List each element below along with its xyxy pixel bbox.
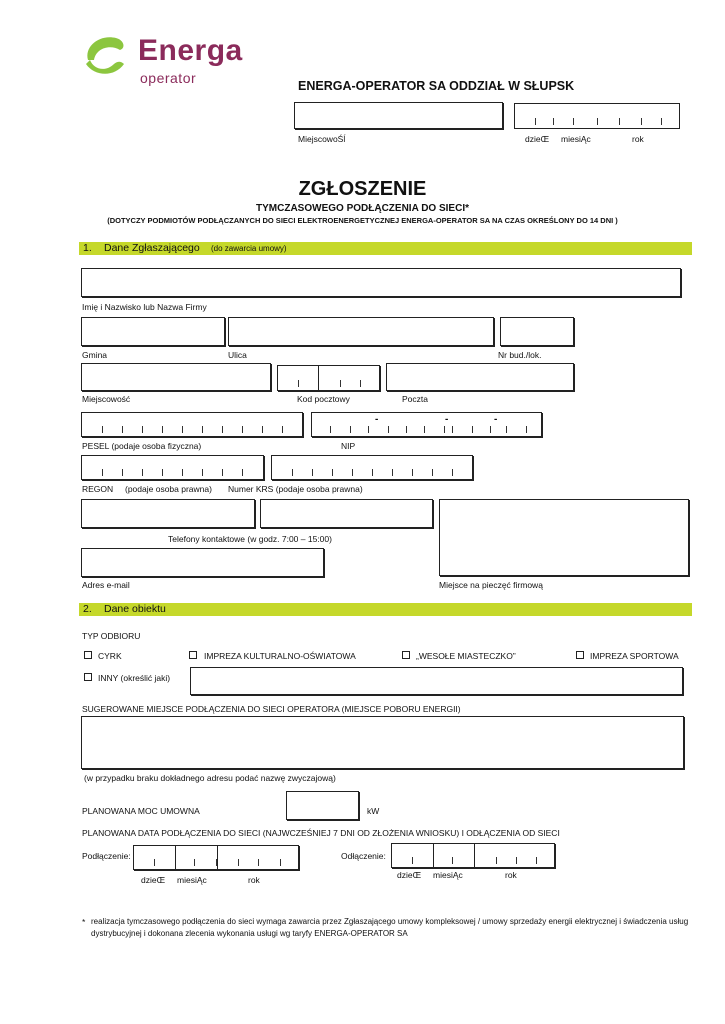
power-label: PLANOWANA MOC UMOWNA xyxy=(82,806,200,816)
nip-field[interactable]: - - - xyxy=(311,412,542,437)
disconnect-day-label: dzieŒ xyxy=(397,870,422,880)
form-subtitle: TYMCZASOWEGO PODŁĄCZENIA DO SIECI* xyxy=(256,203,469,214)
nr-label: Nr bud./lok. xyxy=(498,350,542,360)
miejscowosc-field[interactable] xyxy=(81,363,271,391)
office-name: ENERGA-OPERATOR SA ODDZIAŁ W SŁUPSK xyxy=(298,79,575,93)
kod-label: Kod pocztowy xyxy=(297,394,350,404)
name-field[interactable] xyxy=(81,268,681,297)
section1-number: 1. xyxy=(83,242,92,254)
year-label: rok xyxy=(632,134,644,144)
connect-year-label: rok xyxy=(248,875,260,885)
location-hint: (w przypadku braku dokładnego adresu podać nazwę zwyczajową) xyxy=(84,773,336,783)
form-note: (DOTYCZY PODMIOTÓW PODŁĄCZANYCH DO SIECI ELEKTROENERGETYCZNEJ ENERGA-OPERATOR SA NA CZAS OKREŚLONY DO 14 DNI ) xyxy=(107,216,618,225)
section2-header xyxy=(79,603,692,616)
phones-label: Telefony kontaktowe (w godz. 7:00 – 15:00) xyxy=(168,534,332,544)
connect-date-field[interactable] xyxy=(133,845,299,870)
location-label: SUGEROWANE MIEJSCE PODŁĄCZENIA DO SIECI OPERATORA (MIEJSCE POBORU ENERGII) xyxy=(82,704,461,714)
phone2-field[interactable] xyxy=(260,499,433,528)
connect-day-label: dzieŒ xyxy=(141,875,166,885)
krs-label: Numer KRS (podaje osoba prawna) xyxy=(228,484,363,494)
energa-logo-mark xyxy=(80,30,130,80)
email-label: Adres e-mail xyxy=(82,580,130,590)
footnote-line1: realizacja tymczasowego podłączenia do sieci wymaga zawarcia przez Zgłaszającego umowy kompleksowej / umowy sprzedaży energii elektrycznej i świadczenia usług xyxy=(91,917,689,926)
option-sportowa-label: IMPREZA SPORTOWA xyxy=(590,651,679,661)
section1-title: Dane Zgłaszającego xyxy=(104,242,200,254)
place-label: MiejscowoŚĺ xyxy=(298,134,346,144)
section1-header xyxy=(79,242,692,255)
disconnect-year-label: rok xyxy=(505,870,517,880)
regon-label: REGON xyxy=(82,484,114,494)
connect-month-label: miesiĄc xyxy=(177,875,207,885)
phone1-field[interactable] xyxy=(81,499,255,528)
option-kulturalno-label: IMPREZA KULTURALNO-OŚWIATOWA xyxy=(204,651,356,661)
date-field[interactable] xyxy=(514,103,680,129)
ulica-label: Ulica xyxy=(228,350,247,360)
disconnect-date-field[interactable] xyxy=(391,843,555,868)
form-title: ZGŁOSZENIE xyxy=(298,178,427,200)
place-field[interactable] xyxy=(294,102,503,129)
section2-number: 2. xyxy=(83,603,92,615)
kod-field[interactable] xyxy=(277,365,380,391)
checkbox-kulturalno[interactable] xyxy=(189,651,197,659)
email-field[interactable] xyxy=(81,548,324,577)
stamp-area xyxy=(439,499,689,576)
typ-label: TYP ODBIORU xyxy=(82,631,141,641)
disconnect-label: Odłączenie: xyxy=(341,851,386,861)
inny-field[interactable] xyxy=(190,667,683,695)
nr-field[interactable] xyxy=(500,317,574,346)
checkbox-inny[interactable] xyxy=(84,673,92,681)
location-field[interactable] xyxy=(81,716,684,769)
option-inny-label: INNY (określić jaki) xyxy=(98,673,171,683)
logo-brand: Energa xyxy=(138,34,243,67)
footnote-mark: * xyxy=(82,917,86,927)
logo-sub: operator xyxy=(140,70,197,86)
checkbox-cyrk[interactable] xyxy=(84,651,92,659)
dates-label: PLANOWANA DATA PODŁĄCZENIA DO SIECI (NAJWCZEŚNIEJ 7 DNI OD ZŁOŻENIA WNIOSKU) I ODŁĄCZENIA OD SIECI xyxy=(82,828,560,838)
name-label: Imię i Nazwisko lub Nazwa Firmy xyxy=(82,302,207,312)
option-miasteczko-label: „WESOŁE MIASTECZKO” xyxy=(416,651,516,661)
month-label: miesiĄc xyxy=(561,134,591,144)
regon-field[interactable] xyxy=(81,455,264,480)
day-label: dzieŒ xyxy=(525,134,550,144)
checkbox-miasteczko[interactable] xyxy=(402,651,410,659)
power-field[interactable] xyxy=(286,791,359,820)
gmina-field[interactable] xyxy=(81,317,225,346)
gmina-label: Gmina xyxy=(82,350,108,360)
section2-title: Dane obiektu xyxy=(104,603,166,615)
disconnect-month-label: miesiĄc xyxy=(433,870,463,880)
ulica-field[interactable] xyxy=(228,317,494,346)
option-cyrk-label: CYRK xyxy=(98,651,122,661)
miejscowosc-label: Miejscowość xyxy=(82,394,131,404)
section1-hint: (do zawarcia umowy) xyxy=(211,244,287,253)
pesel-field[interactable] xyxy=(81,412,303,437)
krs-field[interactable] xyxy=(271,455,473,480)
stamp-label: Miejsce na pieczęć firmową xyxy=(439,580,543,590)
pesel-label: PESEL (podaje osoba fizyczna) xyxy=(82,441,202,451)
poczta-label: Poczta xyxy=(402,394,428,404)
regon-hint: (podaje osoba prawna) xyxy=(125,484,212,494)
nip-label: NIP xyxy=(341,441,356,451)
power-unit: kW xyxy=(367,806,380,816)
connect-label: Podłączenie: xyxy=(82,851,131,861)
poczta-field[interactable] xyxy=(386,363,574,391)
checkbox-sportowa[interactable] xyxy=(576,651,584,659)
footnote-line2: dystrybucyjnej i dokonana zlecenia wykonania usługi wg taryfy ENERGA-OPERATOR SA xyxy=(91,929,408,938)
